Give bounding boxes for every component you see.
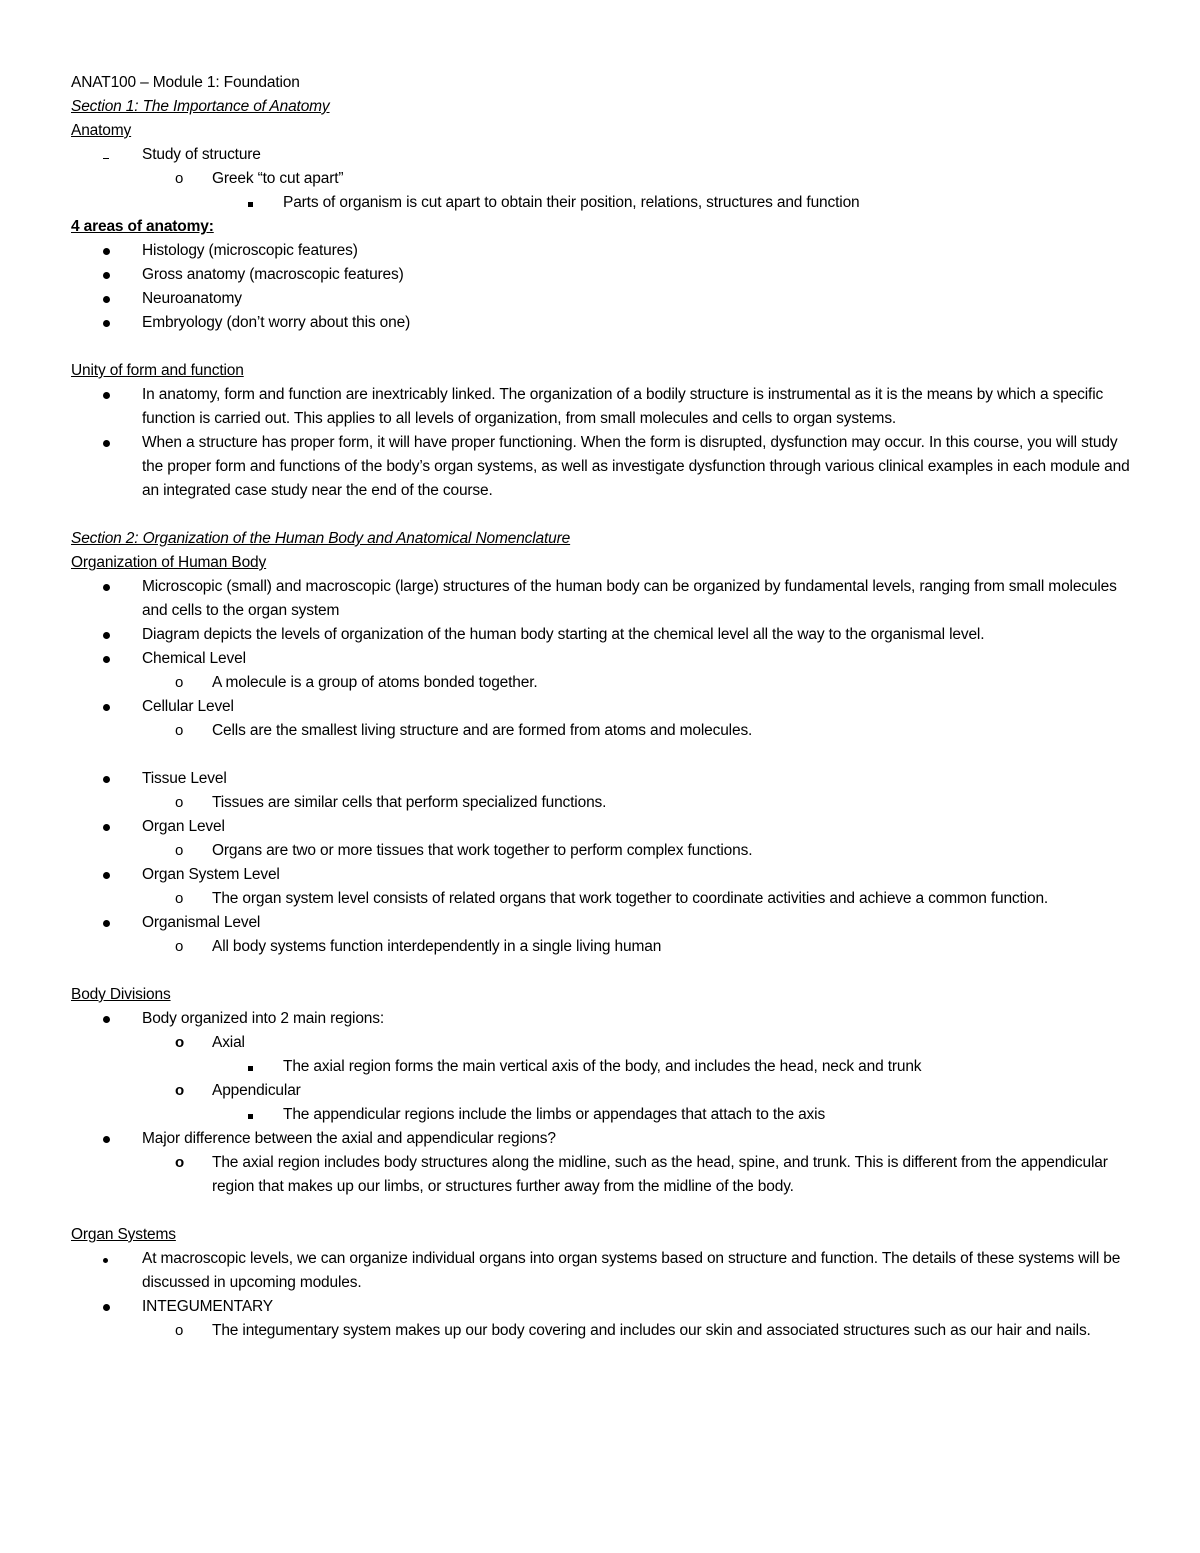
list-item: o Cells are the smallest living structure and are formed from atoms and molecules. (71, 719, 1133, 743)
square-bullet-icon (248, 1114, 253, 1119)
bullet-icon (103, 920, 110, 927)
circle-bullet-icon: o (175, 722, 184, 739)
list-item: o All body systems function interdependently in a single living human (71, 935, 1133, 959)
list-item: The appendicular regions include the limbs or appendages that attach to the axis (71, 1103, 1133, 1127)
list-item: Neuroanatomy (71, 287, 1133, 311)
list-item: Organ System Level (71, 863, 1133, 887)
body-divisions-heading: Body Divisions (71, 986, 171, 1003)
bullet-icon (103, 392, 110, 399)
list-item: When a structure has proper form, it will have proper functioning. When the form is disrupted, dysfunction may occur. In this course, you will study the proper form and functions of the body’s organ systems, as well as investigate dysfunction through various clinical examples in each module and an integrated case study near the end of the course. (71, 431, 1133, 503)
list-item: o Tissues are similar cells that perform specialized functions. (71, 791, 1133, 815)
bullet-icon (103, 272, 110, 279)
list-item: Cellular Level (71, 695, 1133, 719)
document-page (71, 71, 1133, 1343)
bullet-icon (103, 656, 110, 663)
circle-bullet-icon: o (175, 1154, 185, 1171)
list-item: Histology (microscopic features) (71, 239, 1133, 263)
list-item: Study of structure (71, 143, 1133, 167)
square-bullet-icon (248, 202, 253, 207)
bullet-icon (103, 440, 110, 447)
list-item: At macroscopic levels, we can organize individual organs into organ systems based on structure and function. The details of these systems will be discussed in upcoming modules. (71, 1247, 1133, 1295)
circle-bullet-icon: o (175, 890, 184, 907)
circle-bullet-icon: o (175, 1082, 185, 1099)
circle-bullet-icon: o (175, 1322, 184, 1339)
circle-bullet-icon: o (175, 938, 184, 955)
list-item: o Axial (71, 1031, 1133, 1055)
list-item: Organ Level (71, 815, 1133, 839)
list-item: The axial region forms the main vertical axis of the body, and includes the head, neck and trunk (71, 1055, 1133, 1079)
bullet-icon (103, 704, 110, 711)
bullet-icon (103, 872, 110, 879)
list-item: Body organized into 2 main regions: (71, 1007, 1133, 1031)
circle-bullet-icon: o (175, 1034, 185, 1051)
list-item: Parts of organism is cut apart to obtain their position, relations, structures and function (71, 191, 1133, 215)
bullet-icon (103, 1258, 108, 1263)
list-item: Chemical Level (71, 647, 1133, 671)
list-item: o Appendicular (71, 1079, 1133, 1103)
circle-bullet-icon: o (175, 794, 184, 811)
unity-heading: Unity of form and function (71, 362, 244, 379)
bullet-icon (103, 632, 110, 639)
list-item: Microscopic (small) and macroscopic (large) structures of the human body can be organized by fundamental levels, ranging from small molecules and cells to the organ system (71, 575, 1133, 623)
bullet-icon (103, 584, 110, 591)
list-item: o Greek “to cut apart” (71, 167, 1133, 191)
square-bullet-icon (248, 1066, 253, 1071)
areas-heading: 4 areas of anatomy: (71, 218, 214, 235)
bullet-icon (103, 248, 110, 255)
document-title: ANAT100 – Module 1: Foundation (71, 74, 300, 91)
list-item: In anatomy, form and function are inextricably linked. The organization of a bodily structure is instrumental as it is the means by which a specific function is carried out. This applies to all levels of organization, from small molecules and cells to organ systems. (71, 383, 1133, 431)
section-1-heading: Section 1: The Importance of Anatomy (71, 98, 330, 115)
list-item: INTEGUMENTARY (71, 1295, 1133, 1319)
circle-bullet-icon: o (175, 674, 184, 691)
bullet-icon (103, 320, 110, 327)
list-item: Diagram depicts the levels of organization of the human body starting at the chemical level all the way to the organismal level. (71, 623, 1133, 647)
bullet-icon (103, 1304, 110, 1311)
dash-bullet-icon (103, 158, 109, 160)
bullet-icon (103, 776, 110, 783)
organ-systems-heading: Organ Systems (71, 1226, 176, 1243)
organization-heading: Organization of Human Body (71, 554, 267, 571)
circle-bullet-icon: o (175, 842, 184, 859)
list-item: o A molecule is a group of atoms bonded together. (71, 671, 1133, 695)
bullet-icon (103, 296, 110, 303)
list-item: Gross anatomy (macroscopic features) (71, 263, 1133, 287)
section-2-heading: Section 2: Organization of the Human Body and Anatomical Nomenclature (71, 530, 571, 547)
bullet-icon (103, 1016, 110, 1023)
list-item: Tissue Level (71, 767, 1133, 791)
list-item: Major difference between the axial and appendicular regions? (71, 1127, 1133, 1151)
list-item: o The integumentary system makes up our body covering and includes our skin and associated structures such as our hair and nails. (71, 1319, 1133, 1343)
circle-bullet-icon: o (175, 170, 184, 187)
bullet-icon (103, 824, 110, 831)
list-item: o Organs are two or more tissues that work together to perform complex functions. (71, 839, 1133, 863)
bullet-icon (103, 1136, 110, 1143)
list-item: Embryology (don’t worry about this one) (71, 311, 1133, 335)
anatomy-heading: Anatomy (71, 122, 132, 139)
list-item: o The organ system level consists of related organs that work together to coordinate activities and achieve a common function. (71, 887, 1133, 911)
list-item: Organismal Level (71, 911, 1133, 935)
list-item: o The axial region includes body structures along the midline, such as the head, spine, and trunk. This is different from the appendicular region that makes up our limbs, or structures further away from the midline of the body. (71, 1151, 1133, 1199)
